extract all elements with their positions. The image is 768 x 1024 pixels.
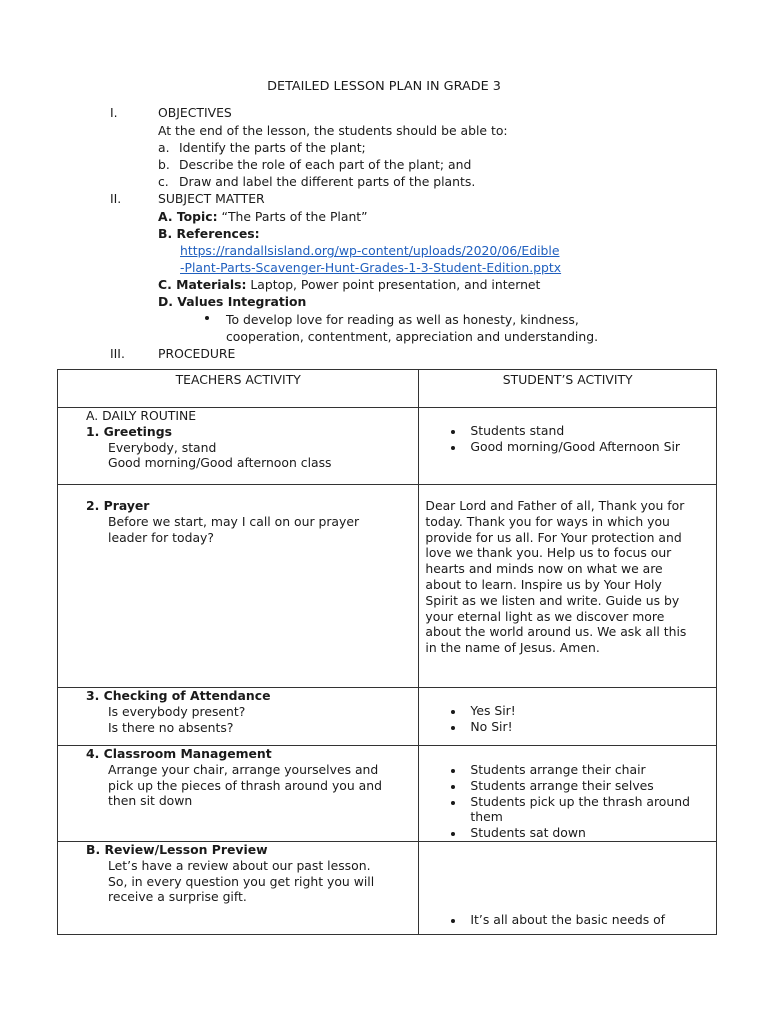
materials-line (158, 276, 540, 293)
objective-letter-c: c. (158, 174, 169, 189)
prayer-title: 2. Prayer (86, 498, 150, 513)
teacher-cell (58, 408, 419, 485)
list-item: Good morning/Good Afternoon Sir (419, 439, 716, 455)
procedure-table (57, 369, 717, 935)
objective-item-a: Identify the parts of the plant; (179, 140, 366, 155)
topic-line (158, 208, 368, 225)
topic-value: “The Parts of the Plant” (221, 209, 368, 224)
teacher-text: pick up the pieces of thrash around you and (108, 777, 382, 793)
greetings-title: 1. Greetings (86, 423, 172, 439)
list-item: Yes Sir! (419, 703, 716, 719)
list-item (419, 794, 716, 826)
prayer-line: your eternal light as we discover more (425, 608, 665, 624)
teacher-text: receive a surprise gift. (108, 889, 247, 905)
teacher-text: Before we start, may I call on our prayer (108, 513, 360, 529)
student-list (419, 703, 716, 735)
values-text-line1: To develop love for reading as well as honesty, kindness, (226, 312, 579, 327)
prayer-line: today. Thank you for ways in which you (425, 513, 670, 529)
review-title: B. Review/Lesson Preview (86, 842, 268, 857)
teacher-text: Everybody, stand (108, 439, 217, 455)
table-row (58, 688, 717, 746)
teacher-cell (58, 842, 419, 935)
procedure-heading: PROCEDURE (158, 346, 236, 361)
header-teacher: TEACHERS ACTIVITY (175, 372, 301, 387)
prayer-line: hearts and minds now on what we are (425, 561, 663, 577)
teacher-text: leader for today? (108, 529, 214, 545)
table-row (58, 408, 717, 485)
student-cell (419, 688, 717, 746)
section-a-heading: A. DAILY ROUTINE (86, 408, 197, 423)
student-cell (419, 842, 717, 935)
student-cell (419, 408, 717, 485)
references-label: B. References: (158, 226, 260, 241)
objective-letter-b: b. (158, 157, 170, 172)
student-list (419, 423, 716, 455)
objective-letter-a: a. (158, 140, 170, 155)
header-student: STUDENT’S ACTIVITY (502, 372, 633, 387)
prayer-line: in the name of Jesus. Amen. (425, 640, 600, 656)
prayer-line: love we thank you. Help us to focus our (425, 545, 672, 561)
table-header-row (58, 370, 717, 408)
procedure-numeral: III. (110, 346, 125, 361)
student-list (419, 912, 716, 928)
teacher-text: So, in every question you get right you will (108, 873, 375, 889)
table-row (58, 485, 717, 688)
reference-link-line2[interactable]: -Plant-Parts-Scavenger-Hunt-Grades-1-3-Student-Edition.pptx (180, 260, 562, 275)
header-cell (58, 370, 419, 408)
prayer-line: about to learn. Inspire us by Your Holy (425, 576, 662, 592)
table-row (58, 842, 717, 935)
prayer-line: provide for us all. For Your protection and (425, 529, 682, 545)
teacher-text: Arrange your chair, arrange yourselves and (108, 761, 379, 777)
objectives-heading: OBJECTIVES (158, 105, 232, 120)
table-row (58, 746, 717, 842)
reference-link-line1[interactable]: https://randallsisland.org/wp-content/uploads/2020/06/Edible (180, 243, 560, 258)
header-cell (419, 370, 717, 408)
document-title: DETAILED LESSON PLAN IN GRADE 3 (267, 79, 501, 94)
list-item: It’s all about the basic needs of (419, 912, 716, 928)
list-item: Students arrange their chair (419, 762, 716, 778)
list-item: No Sir! (419, 719, 716, 735)
subject-heading: SUBJECT MATTER (158, 191, 265, 206)
list-item: Students sat down (419, 825, 716, 841)
values-bullet (205, 310, 223, 327)
student-list (419, 762, 716, 841)
teacher-cell (58, 688, 419, 746)
list-item-text: Students pick up the thrash around (470, 793, 690, 809)
prayer-line: about the world around us. We ask all this (425, 624, 687, 640)
values-text-line2: cooperation, contentment, appreciation and understanding. (226, 329, 599, 344)
bullet-icon (205, 316, 209, 320)
topic-label: A. Topic: (158, 209, 218, 224)
attendance-title: 3. Checking of Attendance (86, 688, 271, 703)
teacher-text: Good morning/Good afternoon class (108, 455, 332, 471)
prayer-line: Dear Lord and Father of all, Thank you for (425, 498, 685, 513)
teacher-text: Is everybody present? (108, 703, 246, 719)
values-label: D. Values Integration (158, 294, 307, 309)
student-cell (419, 746, 717, 842)
list-item-text: them (470, 809, 503, 825)
objective-item-b: Describe the role of each part of the plant; and (179, 157, 472, 172)
prayer-line: Spirit as we listen and write. Guide us by (425, 592, 680, 608)
list-item: Students stand (419, 423, 716, 439)
teacher-text: Let’s have a review about our past lesson. (108, 857, 371, 873)
management-title: 4. Classroom Management (86, 746, 272, 761)
student-cell (419, 485, 717, 688)
teacher-text: then sit down (108, 793, 193, 809)
materials-value: Laptop, Power point presentation, and internet (250, 277, 541, 292)
objectives-numeral: I. (110, 105, 118, 120)
objectives-intro: At the end of the lesson, the students should be able to: (158, 123, 508, 138)
objective-item-c: Draw and label the different parts of the plants. (179, 174, 476, 189)
teacher-cell (58, 746, 419, 842)
teacher-cell (58, 485, 419, 688)
subject-numeral: II. (110, 191, 122, 206)
prayer-text (419, 485, 716, 656)
teacher-text: Is there no absents? (108, 719, 234, 735)
list-item: Students arrange their selves (419, 778, 716, 794)
materials-label: C. Materials: (158, 277, 247, 292)
